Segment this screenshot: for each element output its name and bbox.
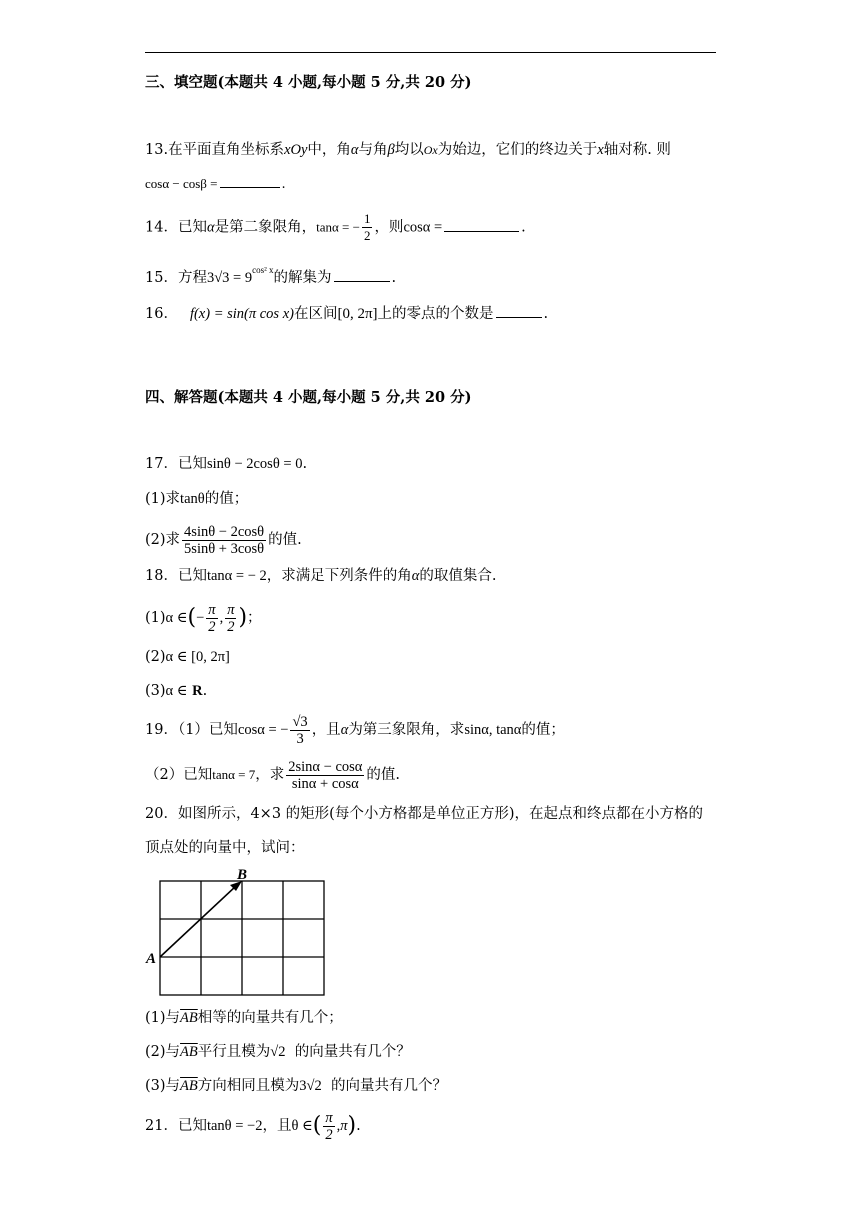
question-17-part-1 [145,489,248,509]
q16-text: 在区间 [293,306,338,322]
q18-p2-label: (2) [145,649,166,665]
q14-frac-num: 1 [363,211,371,226]
q19-p1-lhs: cosα = − [237,722,289,738]
q21-lhs: θ ∈ [291,1118,313,1134]
q18-frac-den: 2 [208,618,216,635]
question-14-number: 14． [145,219,178,236]
q20-p1-text: 相等的向量共有几个； [197,1010,343,1026]
question-15-number: 15． [145,270,178,286]
q14-tan: tanα = − [316,219,360,235]
q15-text: 的解集为 [273,270,332,286]
q14-end: . [521,219,526,236]
q19-p2-label: （2）已知 [145,767,213,783]
vector-ab: $\overline{AB}$ [180,1044,198,1060]
answer-blank-13[interactable] [220,173,280,188]
q17-frac-den: 5sinθ + 3cosθ [184,540,265,557]
q20-three-sqrt2: 3√2 [299,1078,322,1094]
question-15 [145,260,396,288]
question-21-number: 21． [145,1118,178,1134]
question-20-line-2: 顶点处的向量中，试问： [145,840,305,856]
question-17 [145,454,307,474]
q18-frac-num: π [227,601,235,618]
q21-comma: , [336,1118,341,1134]
q18-text: 的取值集合. [419,568,497,584]
q21-end: . [356,1118,361,1134]
vector-ab: $\overline{AB}$ [180,1010,198,1026]
answer-blank-14[interactable] [444,217,519,232]
answer-blank-15[interactable] [334,267,390,282]
q21-close-paren: ) [347,1113,357,1138]
q21-open-paren: ( [312,1113,322,1138]
question-19-number: 19． [145,722,178,738]
q21-frac-num: π [325,1109,333,1126]
question-17-part-2 [145,520,302,560]
q13-text: 中，角 [307,142,351,158]
q17-p1-expression: tanθ [180,491,205,507]
q14-fraction [362,211,373,244]
q18-open-paren: ( [187,605,197,630]
q20-p2-text: 的向量共有几个？ [294,1044,411,1060]
q16-end: . [543,306,549,322]
q17-end: . [302,456,308,472]
q20-p2-text: 平行且模为 [197,1044,271,1060]
question-13-number: 13. [145,142,169,158]
question-20-part-2 [145,1042,411,1062]
question-18 [145,566,496,586]
q13-text: 均以 [394,142,424,158]
question-20-line-1: 20．如图所示，4×3 的矩形(每个小方格都是单位正方形)，在起点和终点都在小方格的 [145,806,703,822]
question-20-part-1 [145,1008,343,1028]
q14-text: 已知 [177,219,207,236]
q17-p1-label: (1)求 [145,491,181,507]
grid-lines [160,881,324,995]
q20-sqrt2: √2 [270,1044,286,1060]
q19-frac-num: 2sinα − cosα [288,758,363,775]
question-18-part-1 [145,598,262,638]
q13-xoy: xOy [284,142,308,158]
q18-frac-left [206,602,217,635]
q20-p2-label: (2)与 [145,1044,181,1060]
q15-text: 方程 [177,270,207,286]
header-rule [145,52,716,53]
q16-text: 上的零点的个数是 [377,306,494,322]
q17-equation: sinθ − 2cosθ = 0 [206,456,303,472]
question-21 [145,1106,361,1146]
q18-p3-label: (3) [145,683,166,699]
q19-p1-expression: sinα, tanα [464,722,522,738]
q21-text: 已知 [177,1118,207,1134]
q13-text: 轴对称. 则 [603,142,671,158]
q21-text: ，且 [262,1118,292,1134]
q15-equation: 3√3 = 9 [206,270,253,286]
question-18-number: 18． [145,568,178,584]
q18-p1-lhs: α ∈ [165,610,188,626]
q21-equation: tanθ = −2 [206,1118,263,1134]
section-4-heading: 四、解答题(本题共 4 小题,每小题 5 分,共 20 分) [145,389,472,406]
q16-interval: [0, 2π] [337,306,378,322]
q18-frac-right [225,602,236,635]
vector-ab: $\overline{AB}$ [180,1078,198,1094]
question-17-number: 17． [145,456,178,472]
question-13-line-1 [145,140,671,160]
vector-ab-arrow [160,886,236,957]
q19-text: ，求 [255,767,285,783]
q19-p1-label: （1）已知 [177,722,238,738]
q19-text: 为第三象限角，求 [348,722,465,738]
q21-pi: π [340,1118,348,1134]
q17-p2-fraction [182,524,266,557]
q15-end: . [391,270,397,286]
q18-alpha: α [411,568,420,584]
q20-p3-text: 的向量共有几个？ [330,1078,447,1094]
q14-alpha: α [206,219,215,236]
q13-ox: Ox [423,143,438,157]
q13-alpha: α [350,142,359,158]
q18-frac-den: 2 [227,618,235,635]
q16-function: f(x) = sin(π cos x) [189,306,294,322]
section-3-heading: 三、填空题(本题共 4 小题,每小题 5 分,共 20 分) [145,74,472,91]
question-18-part-3 [145,681,207,701]
q18-p3-expression: α ∈ [165,683,188,699]
question-19-part-2 [145,755,400,795]
q18-real-set: R [192,683,203,699]
q18-comma: , [219,610,224,626]
q18-minus: − [196,610,205,626]
q18-text: 已知 [177,568,207,584]
q13-end: . [281,177,286,192]
q18-p1-end: ； [247,610,262,626]
q17-text: 已知 [177,456,207,472]
answer-blank-16[interactable] [496,303,542,318]
q19-text: 的值； [521,722,565,738]
q17-frac-num: 4sinθ − 2cosθ [184,523,265,540]
q19-frac-den: sinα + cosα [291,775,359,792]
q18-p3-end: . [202,683,208,699]
q14-text: ，则 [374,219,404,236]
q14-text: 是第二象限角， [214,219,317,236]
q18-equation: tanα = − 2 [206,568,267,584]
q19-p1-fraction [290,714,309,747]
q19-p2-equation: tanα = 7 [212,767,256,782]
q13-beta: β [387,142,395,158]
q18-frac-num: π [208,601,216,618]
question-16 [145,303,548,324]
question-19-part-1 [145,710,565,750]
q20-p3-text: 方向相同且模为 [197,1078,300,1094]
q19-p2-fraction [286,759,364,792]
q18-close-paren: ) [238,605,248,630]
question-16-number: 16． [145,306,178,322]
q19-text: 的值. [366,767,400,783]
q17-p1-text: 的值； [204,491,249,507]
q20-p3-label: (3)与 [145,1078,181,1094]
q21-frac-den: 2 [325,1126,333,1143]
q14-frac-den: 2 [363,228,371,243]
q18-text: ，求满足下列条件的角 [266,568,412,584]
q20-p1-label: (1)与 [145,1010,181,1026]
q17-p2-label: (2)求 [145,532,181,548]
q18-p2-expression: α ∈ [0, 2π] [165,649,230,665]
q19-frac-num: √3 [292,713,308,730]
q17-p2-text: 的值. [268,532,302,548]
q13-text: 与角 [358,142,388,158]
q19-text: ，且 [311,722,341,738]
question-14 [145,211,526,244]
question-20-part-3 [145,1076,447,1096]
q14-cos: cosα = [403,219,443,236]
q19-frac-den: 3 [296,730,304,747]
q13-text: 为始边，它们的终边关于 [437,142,598,158]
q18-p1-label: (1) [145,610,166,626]
q13-x: x [597,142,604,158]
q15-exponent: cos² x [252,265,274,275]
q21-fraction [323,1110,334,1143]
vector-grid-figure [143,866,333,996]
point-b-label: B [237,867,248,883]
question-13-line-2 [145,173,286,195]
question-18-part-2 [145,647,230,667]
point-a-label: A [146,951,157,967]
q19-alpha: α [340,722,349,738]
q13-expression: cosα − cosβ = [145,176,218,191]
q13-text: 在平面直角坐标系 [168,142,285,158]
